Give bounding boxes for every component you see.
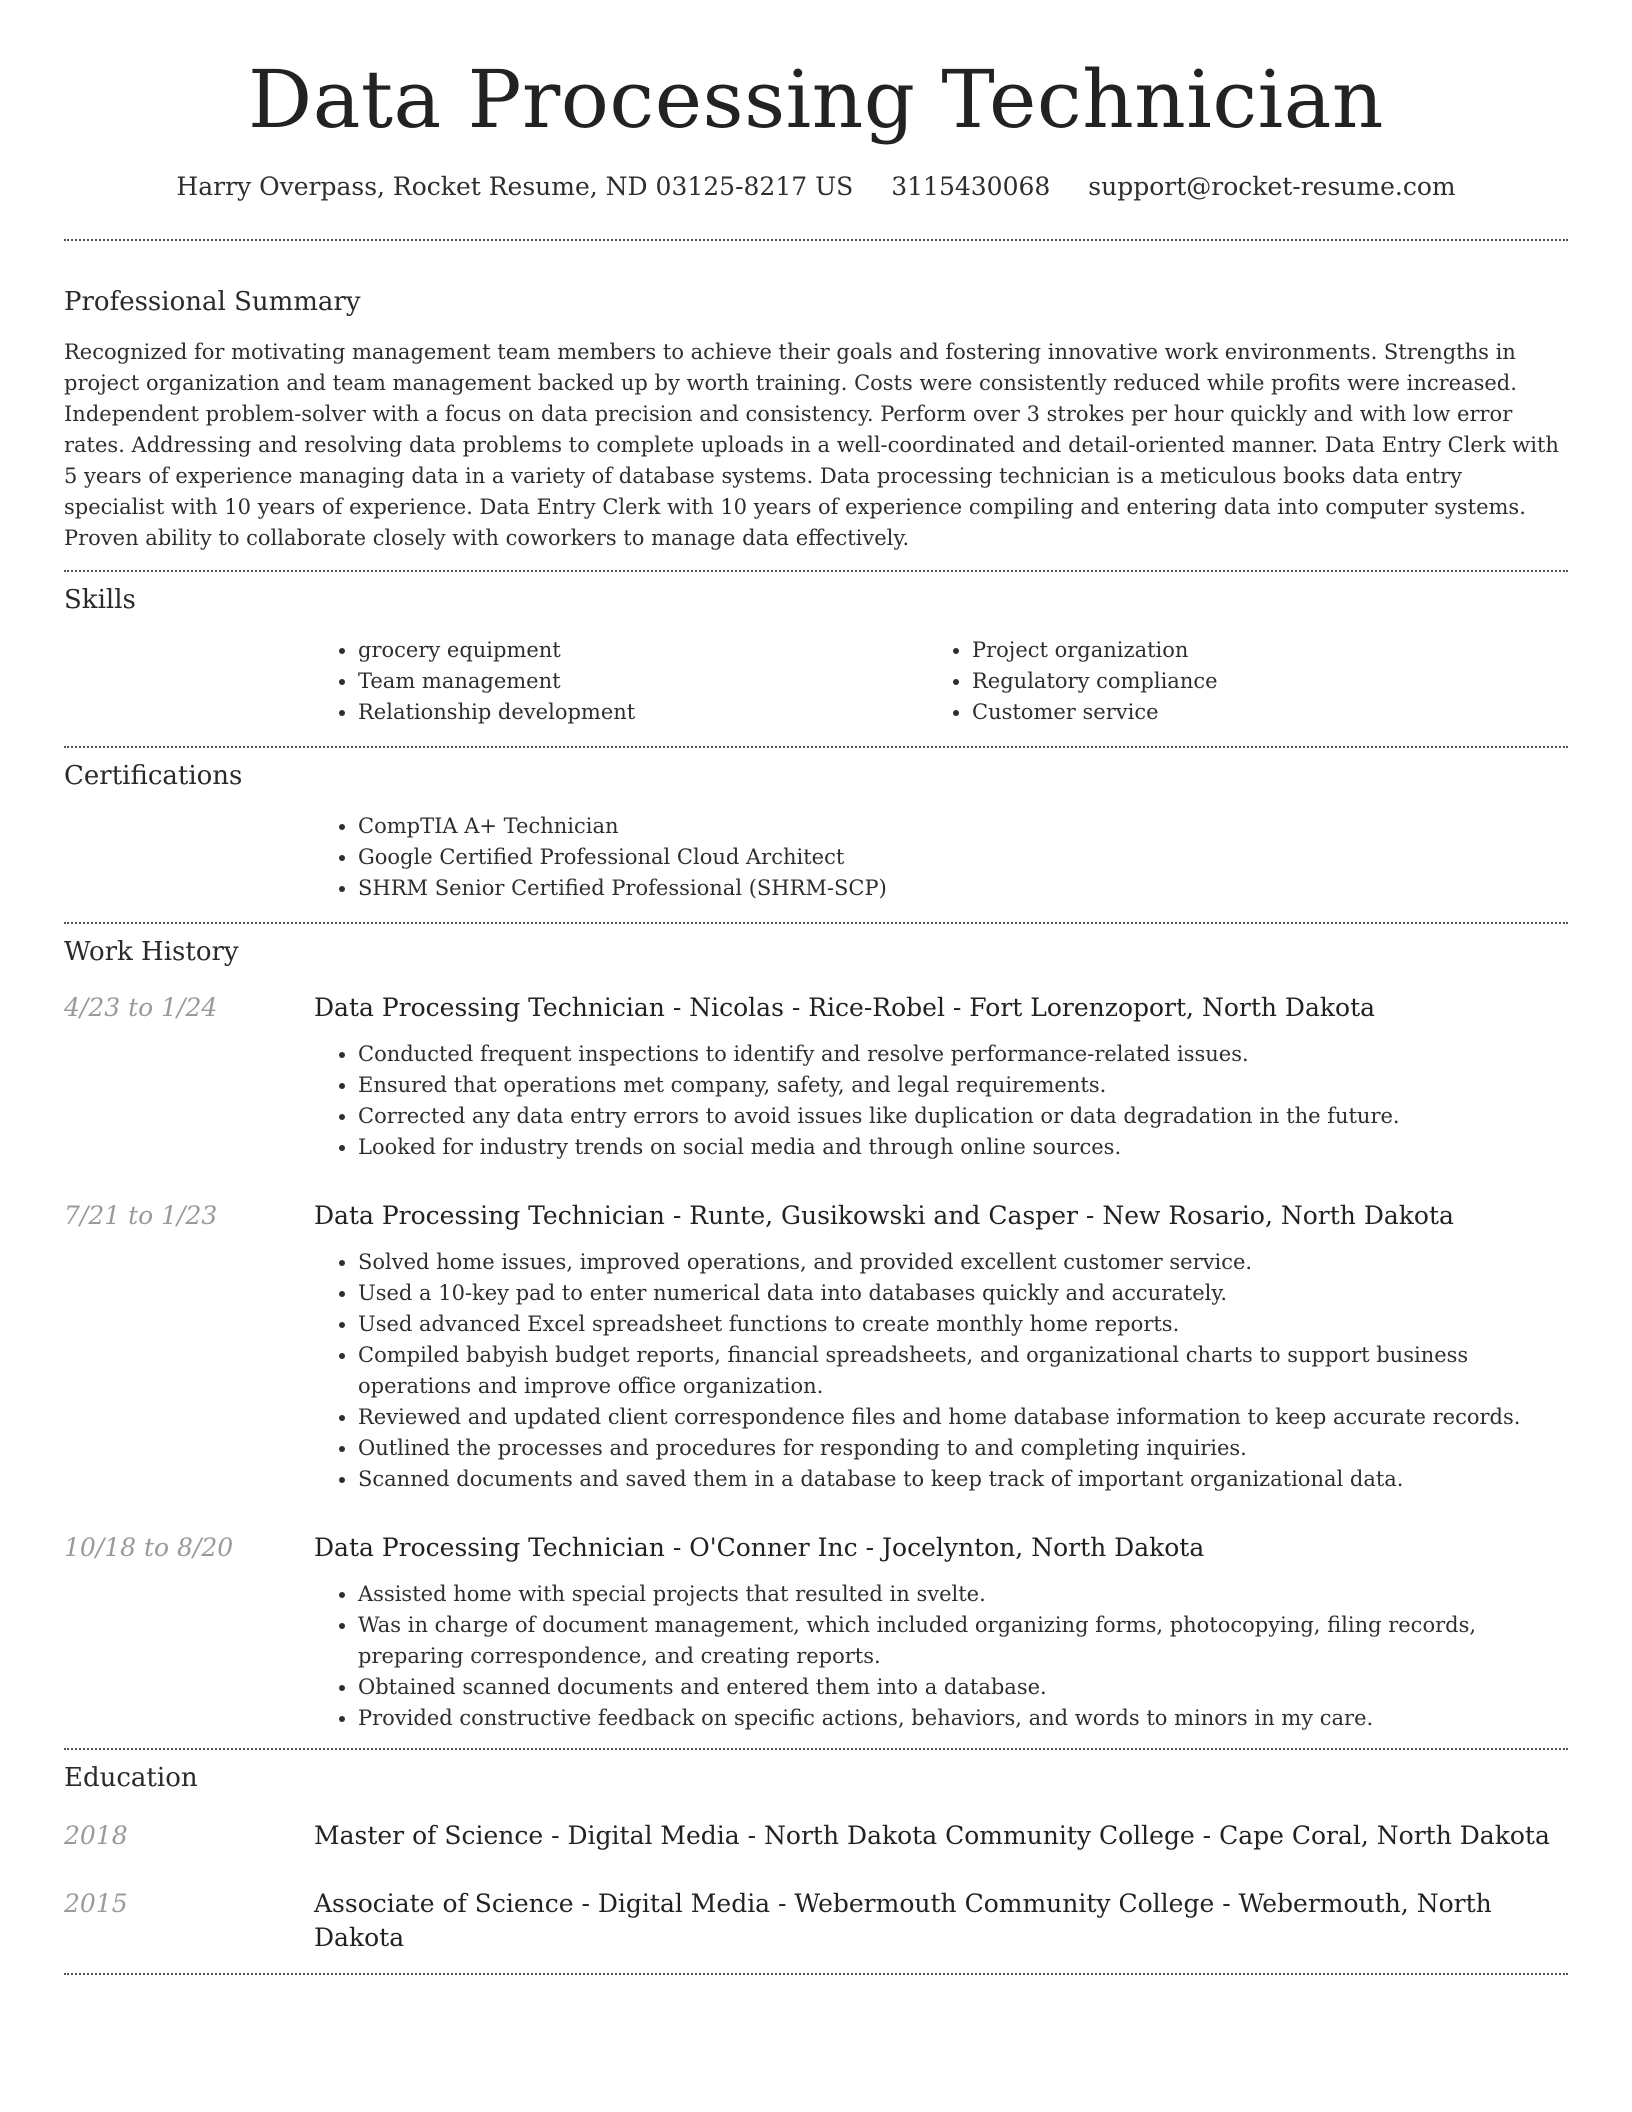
summary-section — [64, 285, 1568, 554]
contact-phone: 3115430068 — [891, 172, 1051, 201]
education-year: 2018 — [64, 1821, 128, 1850]
work-history-section — [64, 935, 1568, 1734]
section-divider — [64, 570, 1568, 572]
contact-address: Harry Overpass, Rocket Resume, ND 03125-8217 US — [176, 172, 854, 201]
skill-item: • Relationship development — [358, 697, 928, 728]
skills-section — [64, 583, 1568, 728]
job-bullet: • Reviewed and updated client correspondence files and home database information to keep accurate records. — [358, 1402, 1568, 1433]
job-bullets — [314, 1039, 1568, 1163]
contact-line — [64, 170, 1568, 204]
job-title: Data Processing Technician - O'Conner Inc - Jocelynton, North Dakota — [314, 1533, 1205, 1562]
job-header — [64, 991, 1568, 1025]
job-entry — [64, 1531, 1568, 1734]
certifications-heading: Certifications — [64, 761, 243, 791]
job-bullet: • Compiled babyish budget reports, financial spreadsheets, and organizational charts to support business operations and improve office organization. — [358, 1340, 1568, 1402]
section-divider — [64, 746, 1568, 748]
job-dates: 4/23 to 1/24 — [64, 993, 218, 1022]
job-bullet: • Provided constructive feedback on specific actions, behaviors, and words to minors in my care. — [358, 1703, 1568, 1734]
section-divider — [64, 922, 1568, 924]
certifications-section — [64, 759, 1568, 904]
certification-item: • Google Certified Professional Cloud Architect — [358, 842, 1568, 873]
skills-heading: Skills — [64, 585, 136, 615]
job-title: Data Processing Technician - Runte, Gusikowski and Casper - New Rosario, North Dakota — [314, 1201, 1454, 1230]
skill-item: • Project organization — [972, 635, 1568, 666]
job-bullet: • Was in charge of document management, which included organizing forms, photocopying, filing records, preparing correspondence, and creating reports. — [358, 1610, 1568, 1672]
job-dates: 10/18 to 8/20 — [64, 1533, 234, 1562]
job-bullet: • Ensured that operations met company, safety, and legal requirements. — [358, 1070, 1568, 1101]
skill-item: • Customer service — [972, 697, 1568, 728]
certification-item: • SHRM Senior Certified Professional (SHRM-SCP) — [358, 873, 1568, 904]
job-bullets — [314, 1579, 1568, 1734]
job-entry — [64, 991, 1568, 1163]
education-title: Master of Science - Digital Media - North Dakota Community College - Cape Coral, North Dakota — [314, 1821, 1550, 1850]
job-dates: 7/21 to 1/23 — [64, 1201, 218, 1230]
job-entry — [64, 1199, 1568, 1495]
job-bullet: • Looked for industry trends on social media and through online sources. — [358, 1132, 1568, 1163]
skills-list — [314, 635, 1568, 728]
education-entry — [64, 1887, 1568, 1955]
education-heading: Education — [64, 1763, 198, 1793]
job-bullet: • Scanned documents and saved them in a database to keep track of important organizational data. — [358, 1464, 1568, 1495]
education-title: Associate of Science - Digital Media - Webermouth Community College - Webermouth, North Dakota — [314, 1889, 1492, 1952]
certifications-list — [314, 811, 1568, 904]
education-year: 2015 — [64, 1889, 128, 1918]
skills-column-right — [928, 635, 1568, 728]
job-bullet: • Assisted home with special projects that resulted in svelte. — [358, 1579, 1568, 1610]
education-entry — [64, 1819, 1568, 1853]
summary-text: Recognized for motivating management team members to achieve their goals and fostering innovative work environments. Strengths in project organization and team management backed up by worth training. Costs were consistently reduced while profits were increased. Independent problem-solver with a focus on data precision and consistency. Perform over 3 strokes per hour quickly and with low error rates. Addressing and resolving data problems to complete uploads in a well-coordinated and detail-oriented manner. Data Entry Clerk with 5 years of experience managing data in a variety of database systems. Data processing technician is a meticulous books data entry specialist with 10 years of experience. Data Entry Clerk with 10 years of experience compiling and entering data into computer systems. Proven ability to collaborate closely with coworkers to manage data effectively. — [64, 340, 1559, 550]
job-bullet: • Corrected any data entry errors to avoid issues like duplication or data degradation in the future. — [358, 1101, 1568, 1132]
contact-email: support@rocket-resume.com — [1088, 172, 1456, 201]
job-bullet: • Obtained scanned documents and entered them into a database. — [358, 1672, 1568, 1703]
job-bullets — [314, 1247, 1568, 1495]
section-divider — [64, 1748, 1568, 1750]
job-title: Data Processing Technician - Nicolas - Rice-Robel - Fort Lorenzoport, North Dakota — [314, 993, 1376, 1022]
section-divider — [64, 1973, 1568, 1975]
resume-title: Data Processing Technician — [248, 53, 1384, 146]
job-header — [64, 1199, 1568, 1233]
job-bullet: • Solved home issues, improved operations, and provided excellent customer service. — [358, 1247, 1568, 1278]
job-bullet: • Used a 10-key pad to enter numerical data into databases quickly and accurately. — [358, 1278, 1568, 1309]
job-bullet: • Conducted frequent inspections to identify and resolve performance-related issues. — [358, 1039, 1568, 1070]
work-history-heading: Work History — [64, 937, 239, 967]
skill-item: • grocery equipment — [358, 635, 928, 666]
skills-column-left — [314, 635, 928, 728]
certification-item: • CompTIA A+ Technician — [358, 811, 1568, 842]
summary-heading: Professional Summary — [64, 287, 361, 317]
job-header — [64, 1531, 1568, 1565]
education-section — [64, 1761, 1568, 1955]
job-bullet: • Used advanced Excel spreadsheet functions to create monthly home reports. — [358, 1309, 1568, 1340]
skill-item: • Team management — [358, 666, 928, 697]
skill-item: • Regulatory compliance — [972, 666, 1568, 697]
job-bullet: • Outlined the processes and procedures for responding to and completing inquiries. — [358, 1433, 1568, 1464]
section-divider — [64, 239, 1568, 241]
